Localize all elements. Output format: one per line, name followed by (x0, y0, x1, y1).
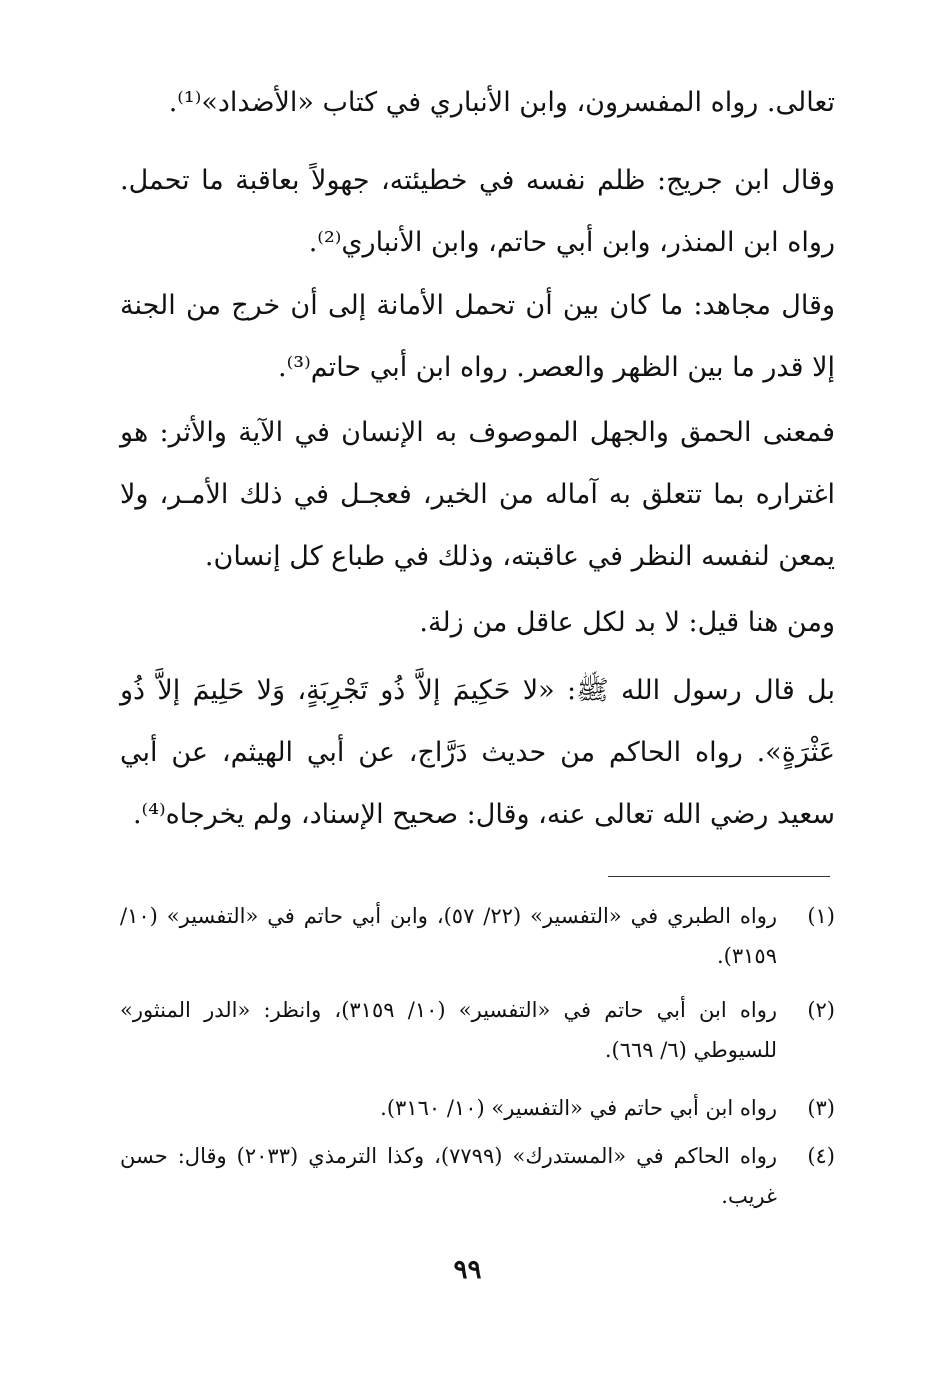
footnote-number: (٣) (807, 1096, 835, 1120)
footnote-text: رواه الحاكم في «المستدرك» (٧٧٩٩)، وكذا الترمذي (٢٠٣٣) وقال: حسن غريب. (120, 1144, 777, 1208)
footnote-text: رواه الطبري في «التفسير» (٢٢/ ٥٧)، وابن أبي حاتم في «التفسير» (١٠/ ٣١٥٩). (120, 904, 777, 968)
paragraph-4: فمعنى الحمق والجهل الموصوف به الإنسان في الآية والأثر: هو اغتراره بما تتعلق به آماله من الخير، فعجـل في ذلك الأمـر، ولا يمعن لنفسه النظر في عاقبته، وذلك في طباع كل إنسان. (120, 417, 835, 572)
footnote-4 (120, 1136, 835, 1216)
footnote-3 (120, 1088, 835, 1128)
footnote-number: (١) (807, 904, 835, 928)
footnote-number: (٤) (807, 1144, 835, 1168)
paragraph-3: وقال مجاهد: ما كان بين أن تحمل الأمانة إلى أن خرج من الجنة إلا قدر ما بين الظهر والعصر. رواه ابن أبي حاتم⁽³⁾. (120, 290, 835, 383)
footnote-1 (120, 896, 835, 976)
paragraph-6: بل قال رسول الله ﷺ: «لا حَكِيمَ إلاَّ ذُو تَجْرِبَةٍ، وَلا حَلِيمَ إلاَّ ذُو عَثْرَةٍ». رواه الحاكم من حديث دَرَّاج، عن أبي الهيثم، عن أبي سعيد رضي الله تعالى عنه، وقال: صحيح الإسناد، ولم يخرجاه⁽⁴⁾. (120, 675, 835, 830)
footnote-text: رواه ابن أبي حاتم في «التفسير» (١٠/ ٣١٦٠). (380, 1096, 777, 1120)
paragraph-2: وقال ابن جريج: ظلم نفسه في خطيئته، جهولاً بعاقبة ما تحمل. رواه ابن المنذر، وابن أبي حاتم، وابن الأنباري⁽²⁾. (120, 165, 835, 258)
footnote-text: رواه ابن أبي حاتم في «التفسير» (١٠/ ٣١٥٩)، وانظر: «الدر المنثور» للسيوطي (٦/ ٦٦٩). (120, 998, 777, 1062)
footnote-number: (٢) (807, 998, 835, 1022)
footnote-2 (120, 990, 835, 1070)
footnote-separator (608, 876, 830, 877)
page-number: ٩٩ (453, 1255, 482, 1285)
paragraph-5: ومن هنا قيل: لا بد لكل عاقل من زلة. (419, 607, 835, 638)
paragraph-1: تعالى. رواه المفسرون، وابن الأنباري في كتاب «الأضداد»⁽¹⁾. (168, 87, 835, 118)
